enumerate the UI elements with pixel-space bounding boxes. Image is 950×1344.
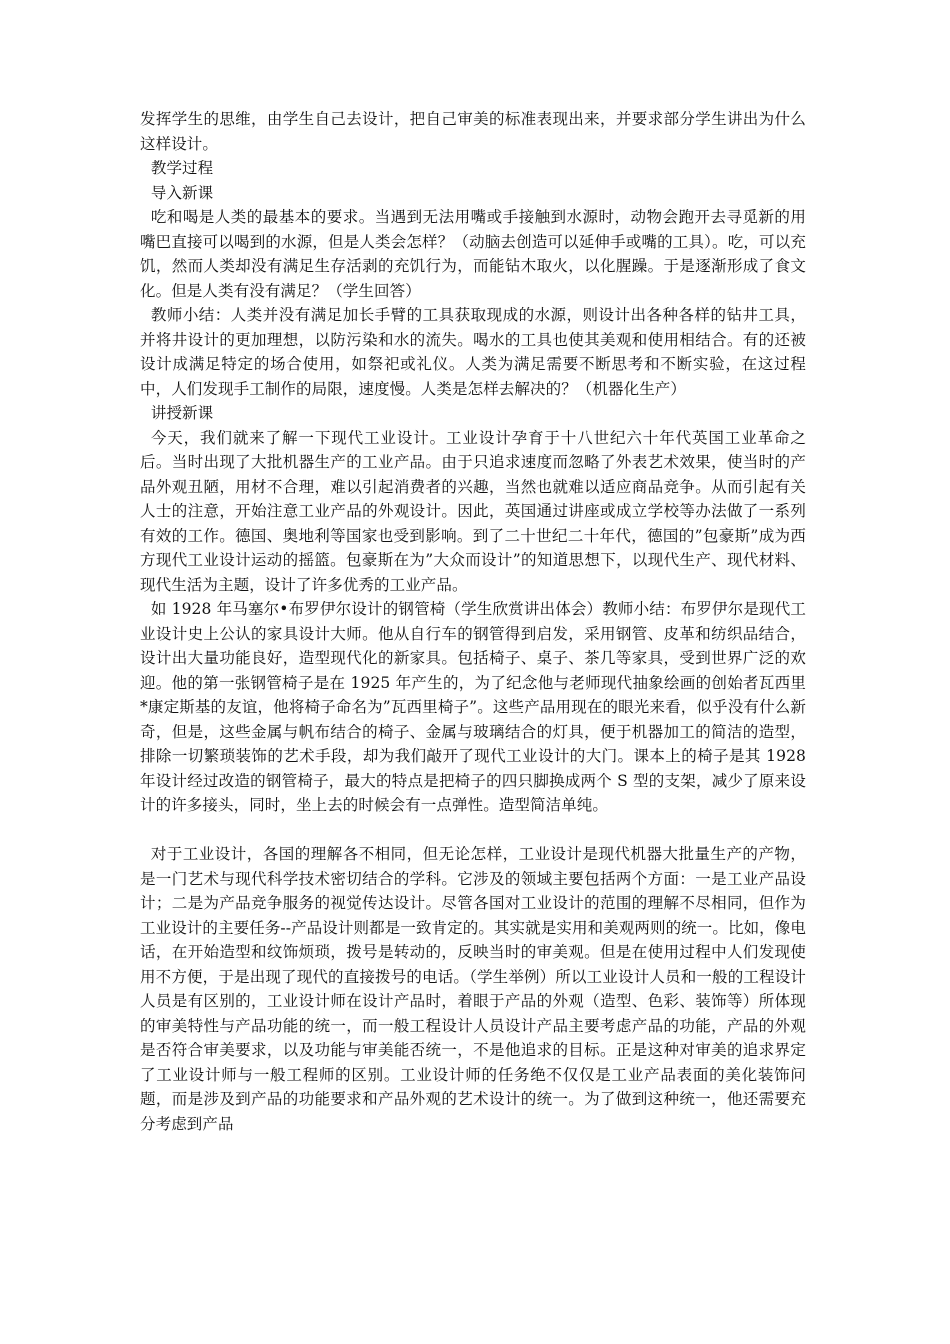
heading-teach-new-lesson: 讲授新课 [150,404,214,422]
paragraph-industrial-design-understanding: 对于工业设计，各国的理解各不相同，但无论怎样，工业设计是现代机器大批量生产的产物，是一门艺术与现代科学技术密切结合的学科。它涉及的领域主要包括两个方面：一是工业产品设计；二是为产品竞争服务的视觉传达设计。尽管各国对工业设计的范围的理解不尽相同，但作为工业设计的主要任务--产品设计则都是一致肯定的。其实就是实用和美观两则的统一。比如，像电话，在开始造型和纹饰烦琐，拨号是转动的，反映当时的审美观。但是在使用过程中人们发现使用不方便，于是出现了现代的直接拨号的电话。（学生举例）所以工业设计人员和一般的工程设计人员是有区别的，工业设计师在设计产品时，着眼于产品的外观（造型、色彩、装饰等）所体现的审美特性与产品功能的统一，而一般工程设计人员设计产品主要考虑产品的功能，产品的外观是否符合审美要求，以及功能与审美能否统一，不是他追求的目标。正是这种对审美的追求界定了工业设计师与一般工程师的区别。工业设计师的任务绝不仅仅是工业产品表面的美化装饰问题，而是涉及到产品的功能要求和产品外观的艺术设计的统一。为了做到这种统一，他还需要充分考虑到产品 [140,845,806,1133]
document-body [140,107,806,1136]
paragraph-eating-drinking: 吃和喝是人类的最基本的要求。当遇到无法用嘴或手接触到水源时，动物会跑开去寻觅新的用嘴巴直接可以喝到的水源，但是人类会怎样？（动脑去创造可以延伸手或嘴的工具）。吃，可以充饥，然而人类却没有满足生存活剥的充饥行为，而能钻木取火，以化腥躁。于是逐渐形成了食文化。但是人类有没有满足？（学生回答） [140,208,806,300]
paragraph-spacer [140,818,806,843]
paragraph-breuer-chair: 如 1928 年马塞尔•布罗伊尔设计的钢管椅（学生欣赏讲出体会）教师小结：布罗伊尔是现代工业设计史上公认的家具设计大师。他从自行车的钢管得到启发，采用钢管、皮革和纺织品结合，设计出大量功能良好，造型现代化的新家具。包括椅子、桌子、茶几等家具，受到世界广泛的欢迎。他的第一张钢管椅子是在 1925 年产生的，为了纪念他与老师现代抽象绘画的创始者瓦西里*康定斯基的友谊，他将椅子命名为”瓦西里椅子”。这些产品用现在的眼光来看，似乎没有什么新奇，但是，这些金属与帆布结合的椅子、金属与玻璃结合的灯具，便于机器加工的简洁的造型，排除一切繁琐装饰的艺术手段，却为我们敲开了现代工业设计的大门。课本上的椅子是其 1928 年设计经过改造的钢管椅子，最大的特点是把椅子的四只脚换成两个 S 型的支架，减少了原来设计的许多接头，同时，坐上去的时候会有一点弹性。造型简洁单纯。 [140,600,806,814]
heading-teaching-process: 教学过程 [150,159,214,177]
paragraph-teacher-summary-1: 教师小结：人类并没有满足加长手臂的工具获取现成的水源，则设计出各种各样的钻井工具，并将井设计的更加理想，以防污染和水的流失。喝水的工具也使其美观和使用相结合。有的还被设计成满足特定的场合使用，如祭祀或礼仪。人类为满足需要不断思考和不断实验，在这过程中，人们发现手工制作的局限，速度慢。人类是怎样去解决的？（机器化生产） [140,306,806,398]
paragraph-intro-continuation: 发挥学生的思维，由学生自己去设计，把自己审美的标准表现出来，并要求部分学生讲出为什么这样设计。 [140,110,806,153]
paragraph-modern-industrial-design: 今天，我们就来了解一下现代工业设计。工业设计孕育于十八世纪六十年代英国工业革命之后。当时出现了大批机器生产的工业产品。由于只追求速度而忽略了外表艺术效果，使当时的产品外观丑陋，用材不合理，难以引起消费者的兴趣，当然也就难以适应商品竞争。从而引起有关人士的注意，开始注意工业产品的外观设计。因此，英国通过讲座或成立学校等办法做了一系列有效的工作。德国、奥地利等国家也受到影响。到了二十世纪二十年代，德国的”包豪斯”成为西方现代工业设计运动的摇篮。包豪斯在为”大众而设计”的知道思想下，以现代生产、现代材料、现代生活为主题，设计了许多优秀的工业产品。 [140,428,806,594]
heading-introduce-new-lesson: 导入新课 [150,183,214,202]
